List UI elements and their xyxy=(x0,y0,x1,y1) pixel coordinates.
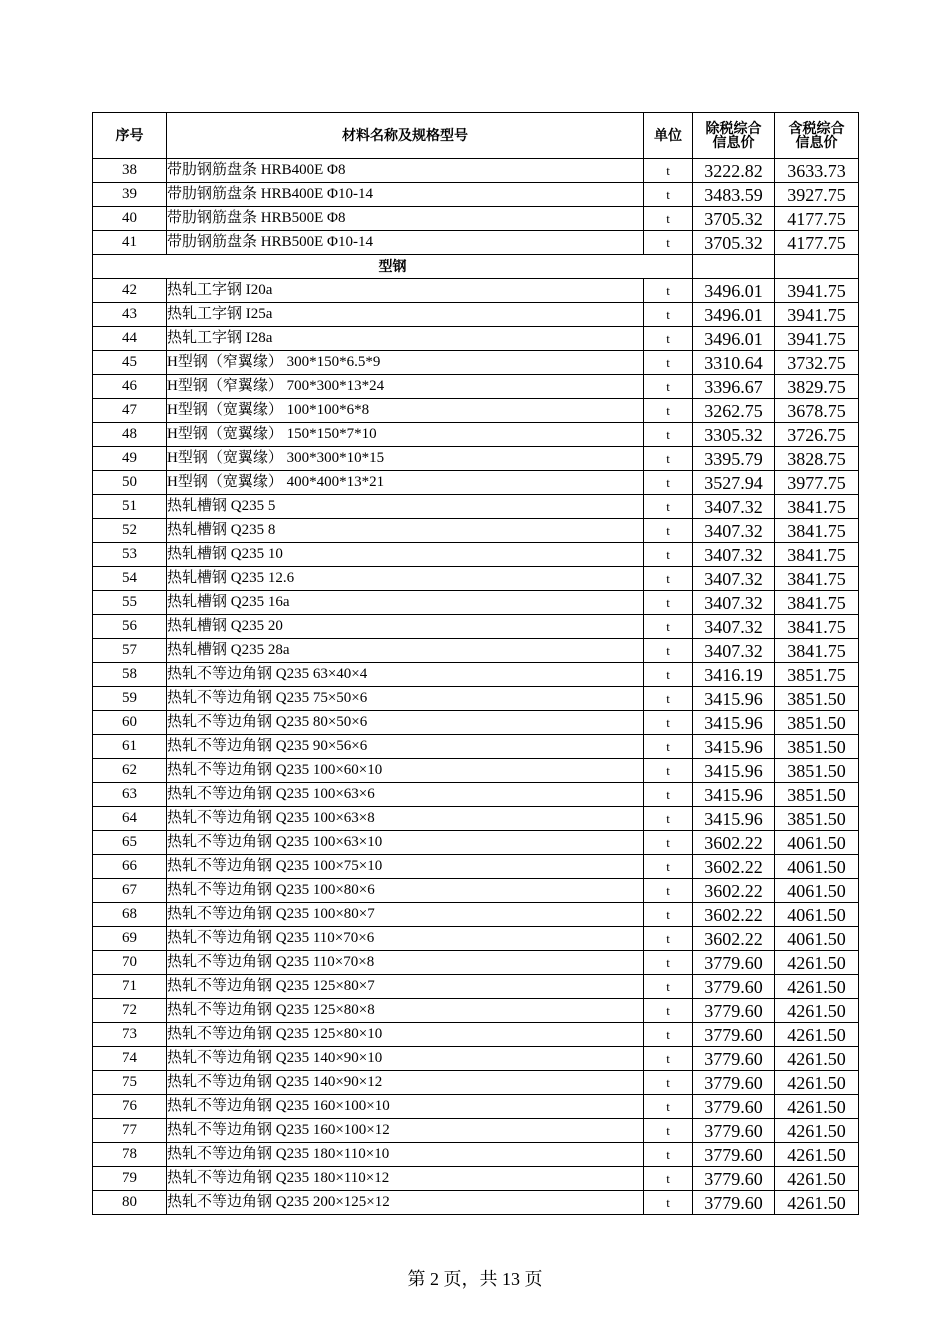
price-ex-tax: 3779.60 xyxy=(693,1095,775,1119)
section-empty-cell xyxy=(693,255,775,279)
material-name: 热轧不等边角钢 Q235 100×63×10 xyxy=(167,831,644,855)
material-name: H型钢（宽翼缘） 300*300*10*15 xyxy=(167,447,644,471)
row-number: 77 xyxy=(93,1119,167,1143)
price-ex-tax: 3779.60 xyxy=(693,1143,775,1167)
row-number: 41 xyxy=(93,231,167,255)
row-number: 64 xyxy=(93,807,167,831)
row-number: 78 xyxy=(93,1143,167,1167)
row-number: 67 xyxy=(93,879,167,903)
table-row xyxy=(93,327,859,351)
material-name: 热轧不等边角钢 Q235 100×80×6 xyxy=(167,879,644,903)
material-name: H型钢（窄翼缘） 700*300*13*24 xyxy=(167,375,644,399)
header-price-inc-tax-line1: 含税综合 xyxy=(788,120,845,137)
row-number: 58 xyxy=(93,663,167,687)
price-ex-tax: 3305.32 xyxy=(693,423,775,447)
section-row-group xyxy=(93,255,859,279)
table-row xyxy=(93,231,859,255)
table-row xyxy=(93,399,859,423)
material-name: 热轧不等边角钢 Q235 180×110×12 xyxy=(167,1167,644,1191)
price-ex-tax: 3407.32 xyxy=(693,495,775,519)
material-name: 热轧不等边角钢 Q235 100×63×8 xyxy=(167,807,644,831)
table-row xyxy=(93,951,859,975)
row-number: 71 xyxy=(93,975,167,999)
material-name: H型钢（宽翼缘） 400*400*13*21 xyxy=(167,471,644,495)
price-inc-tax: 3927.75 xyxy=(775,183,859,207)
price-ex-tax: 3395.79 xyxy=(693,447,775,471)
price-ex-tax: 3415.96 xyxy=(693,711,775,735)
table-row xyxy=(93,903,859,927)
price-ex-tax: 3407.32 xyxy=(693,543,775,567)
unit-cell: t xyxy=(644,519,693,543)
unit-cell: t xyxy=(644,831,693,855)
material-name: 热轧不等边角钢 Q235 125×80×7 xyxy=(167,975,644,999)
table-row xyxy=(93,591,859,615)
price-ex-tax: 3496.01 xyxy=(693,327,775,351)
table-row xyxy=(93,927,859,951)
row-number: 50 xyxy=(93,471,167,495)
table-row xyxy=(93,615,859,639)
table-row xyxy=(93,999,859,1023)
row-number: 75 xyxy=(93,1071,167,1095)
material-name: 热轧槽钢 Q235 5 xyxy=(167,495,644,519)
material-name: 热轧槽钢 Q235 16a xyxy=(167,591,644,615)
price-inc-tax: 4061.50 xyxy=(775,927,859,951)
unit-cell: t xyxy=(644,1047,693,1071)
material-name: 热轧工字钢 I25a xyxy=(167,303,644,327)
material-name: 热轧不等边角钢 Q235 140×90×10 xyxy=(167,1047,644,1071)
price-inc-tax: 4261.50 xyxy=(775,1023,859,1047)
section-empty-cell xyxy=(775,255,859,279)
unit-cell: t xyxy=(644,903,693,927)
unit-cell: t xyxy=(644,591,693,615)
price-inc-tax: 3841.75 xyxy=(775,543,859,567)
material-name: 热轧不等边角钢 Q235 110×70×8 xyxy=(167,951,644,975)
unit-cell: t xyxy=(644,999,693,1023)
price-ex-tax: 3496.01 xyxy=(693,279,775,303)
row-number: 51 xyxy=(93,495,167,519)
price-ex-tax: 3779.60 xyxy=(693,1047,775,1071)
price-ex-tax: 3779.60 xyxy=(693,975,775,999)
table-row xyxy=(93,207,859,231)
price-ex-tax: 3416.19 xyxy=(693,663,775,687)
price-ex-tax: 3602.22 xyxy=(693,831,775,855)
unit-cell: t xyxy=(644,231,693,255)
material-name: 带肋钢筋盘条 HRB400E Φ8 xyxy=(167,159,644,183)
price-ex-tax: 3415.96 xyxy=(693,687,775,711)
row-number: 69 xyxy=(93,927,167,951)
price-ex-tax: 3602.22 xyxy=(693,855,775,879)
price-inc-tax: 4261.50 xyxy=(775,975,859,999)
price-ex-tax: 3415.96 xyxy=(693,783,775,807)
table-row xyxy=(93,1143,859,1167)
price-ex-tax: 3779.60 xyxy=(693,1167,775,1191)
price-ex-tax: 3407.32 xyxy=(693,615,775,639)
row-number: 59 xyxy=(93,687,167,711)
header-unit: 单位 xyxy=(644,113,693,159)
unit-cell: t xyxy=(644,327,693,351)
price-ex-tax: 3415.96 xyxy=(693,735,775,759)
price-inc-tax: 4261.50 xyxy=(775,1095,859,1119)
unit-cell: t xyxy=(644,567,693,591)
unit-cell: t xyxy=(644,807,693,831)
price-inc-tax: 3851.50 xyxy=(775,807,859,831)
price-ex-tax: 3779.60 xyxy=(693,999,775,1023)
row-number: 60 xyxy=(93,711,167,735)
row-number: 66 xyxy=(93,855,167,879)
row-number: 73 xyxy=(93,1023,167,1047)
price-ex-tax: 3705.32 xyxy=(693,231,775,255)
table-body-rebar xyxy=(93,159,859,255)
header-price-ex-tax xyxy=(693,113,775,159)
unit-cell: t xyxy=(644,663,693,687)
material-name: 热轧工字钢 I28a xyxy=(167,327,644,351)
table-row xyxy=(93,1191,859,1215)
table-row xyxy=(93,1167,859,1191)
table-row xyxy=(93,711,859,735)
price-inc-tax: 3841.75 xyxy=(775,615,859,639)
price-inc-tax: 3829.75 xyxy=(775,375,859,399)
material-name: 热轧槽钢 Q235 10 xyxy=(167,543,644,567)
unit-cell: t xyxy=(644,183,693,207)
table-row xyxy=(93,495,859,519)
price-ex-tax: 3407.32 xyxy=(693,519,775,543)
unit-cell: t xyxy=(644,639,693,663)
table-row xyxy=(93,735,859,759)
material-name: H型钢（宽翼缘） 150*150*7*10 xyxy=(167,423,644,447)
unit-cell: t xyxy=(644,1119,693,1143)
material-name: 热轧不等边角钢 Q235 80×50×6 xyxy=(167,711,644,735)
header-price-inc-tax-line2: 信息价 xyxy=(795,134,838,151)
table-row xyxy=(93,1071,859,1095)
page-number-text: 第 2 页，共 13 页 xyxy=(407,1269,543,1289)
page-footer xyxy=(0,1265,950,1291)
unit-cell: t xyxy=(644,759,693,783)
price-ex-tax: 3602.22 xyxy=(693,903,775,927)
material-name: 热轧不等边角钢 Q235 200×125×12 xyxy=(167,1191,644,1215)
material-name: 热轧不等边角钢 Q235 63×40×4 xyxy=(167,663,644,687)
unit-cell: t xyxy=(644,1095,693,1119)
unit-cell: t xyxy=(644,783,693,807)
material-name: 热轧不等边角钢 Q235 75×50×6 xyxy=(167,687,644,711)
header-no: 序号 xyxy=(93,113,167,159)
price-inc-tax: 3941.75 xyxy=(775,327,859,351)
row-number: 49 xyxy=(93,447,167,471)
table-row xyxy=(93,279,859,303)
table-row xyxy=(93,831,859,855)
unit-cell: t xyxy=(644,855,693,879)
price-inc-tax: 3841.75 xyxy=(775,495,859,519)
table-row xyxy=(93,759,859,783)
row-number: 39 xyxy=(93,183,167,207)
material-name: 热轧不等边角钢 Q235 180×110×10 xyxy=(167,1143,644,1167)
unit-cell: t xyxy=(644,159,693,183)
price-inc-tax: 4177.75 xyxy=(775,231,859,255)
row-number: 55 xyxy=(93,591,167,615)
price-inc-tax: 4261.50 xyxy=(775,1119,859,1143)
price-inc-tax: 4261.50 xyxy=(775,1047,859,1071)
price-inc-tax: 3726.75 xyxy=(775,423,859,447)
row-number: 76 xyxy=(93,1095,167,1119)
unit-cell: t xyxy=(644,687,693,711)
price-inc-tax: 4177.75 xyxy=(775,207,859,231)
table-row xyxy=(93,1047,859,1071)
row-number: 53 xyxy=(93,543,167,567)
material-name: H型钢（窄翼缘） 300*150*6.5*9 xyxy=(167,351,644,375)
material-name: 热轧不等边角钢 Q235 100×80×7 xyxy=(167,903,644,927)
price-inc-tax: 4261.50 xyxy=(775,1071,859,1095)
material-name: 热轧不等边角钢 Q235 110×70×6 xyxy=(167,927,644,951)
material-name: 热轧槽钢 Q235 28a xyxy=(167,639,644,663)
unit-cell: t xyxy=(644,1071,693,1095)
table-row xyxy=(93,567,859,591)
unit-cell: t xyxy=(644,375,693,399)
header-price-ex-tax-line1: 除税综合 xyxy=(705,120,762,137)
material-name: 热轧不等边角钢 Q235 160×100×12 xyxy=(167,1119,644,1143)
price-ex-tax: 3779.60 xyxy=(693,1119,775,1143)
price-inc-tax: 3841.75 xyxy=(775,519,859,543)
table-body-section-steel xyxy=(93,279,859,1215)
price-inc-tax: 3678.75 xyxy=(775,399,859,423)
table-row xyxy=(93,687,859,711)
table-row xyxy=(93,471,859,495)
unit-cell: t xyxy=(644,447,693,471)
price-ex-tax: 3415.96 xyxy=(693,759,775,783)
row-number: 57 xyxy=(93,639,167,663)
price-ex-tax: 3262.75 xyxy=(693,399,775,423)
row-number: 52 xyxy=(93,519,167,543)
material-name: 热轧槽钢 Q235 12.6 xyxy=(167,567,644,591)
unit-cell: t xyxy=(644,879,693,903)
unit-cell: t xyxy=(644,303,693,327)
table-row xyxy=(93,303,859,327)
table-row xyxy=(93,423,859,447)
unit-cell: t xyxy=(644,423,693,447)
table-row xyxy=(93,519,859,543)
price-ex-tax: 3496.01 xyxy=(693,303,775,327)
table-row xyxy=(93,1119,859,1143)
row-number: 74 xyxy=(93,1047,167,1071)
section-title: 型钢 xyxy=(93,255,693,279)
table-row xyxy=(93,855,859,879)
unit-cell: t xyxy=(644,615,693,639)
material-name: 热轧不等边角钢 Q235 160×100×10 xyxy=(167,1095,644,1119)
row-number: 61 xyxy=(93,735,167,759)
unit-cell: t xyxy=(644,951,693,975)
table-row xyxy=(93,807,859,831)
material-name: 热轧不等边角钢 Q235 100×60×10 xyxy=(167,759,644,783)
material-name: 带肋钢筋盘条 HRB500E Φ8 xyxy=(167,207,644,231)
table-row xyxy=(93,183,859,207)
row-number: 44 xyxy=(93,327,167,351)
unit-cell: t xyxy=(644,927,693,951)
price-ex-tax: 3415.96 xyxy=(693,807,775,831)
material-name: 热轧不等边角钢 Q235 100×63×6 xyxy=(167,783,644,807)
price-ex-tax: 3779.60 xyxy=(693,1071,775,1095)
header-name: 材料名称及规格型号 xyxy=(167,113,644,159)
price-ex-tax: 3779.60 xyxy=(693,1023,775,1047)
unit-cell: t xyxy=(644,495,693,519)
section-row xyxy=(93,255,859,279)
price-inc-tax: 4061.50 xyxy=(775,855,859,879)
row-number: 47 xyxy=(93,399,167,423)
unit-cell: t xyxy=(644,1191,693,1215)
unit-cell: t xyxy=(644,543,693,567)
table-row xyxy=(93,375,859,399)
material-name: 热轧不等边角钢 Q235 140×90×12 xyxy=(167,1071,644,1095)
price-ex-tax: 3705.32 xyxy=(693,207,775,231)
material-name: 热轧槽钢 Q235 20 xyxy=(167,615,644,639)
price-inc-tax: 4261.50 xyxy=(775,999,859,1023)
price-inc-tax: 3941.75 xyxy=(775,303,859,327)
row-number: 45 xyxy=(93,351,167,375)
unit-cell: t xyxy=(644,279,693,303)
material-name: 热轧不等边角钢 Q235 100×75×10 xyxy=(167,855,644,879)
unit-cell: t xyxy=(644,735,693,759)
material-name: 热轧槽钢 Q235 8 xyxy=(167,519,644,543)
material-name: 热轧工字钢 I20a xyxy=(167,279,644,303)
material-name: H型钢（宽翼缘） 100*100*6*8 xyxy=(167,399,644,423)
unit-cell: t xyxy=(644,711,693,735)
header-row xyxy=(93,113,859,159)
unit-cell: t xyxy=(644,351,693,375)
table-row xyxy=(93,159,859,183)
price-inc-tax: 4061.50 xyxy=(775,879,859,903)
material-name: 热轧不等边角钢 Q235 125×80×10 xyxy=(167,1023,644,1047)
row-number: 46 xyxy=(93,375,167,399)
price-ex-tax: 3602.22 xyxy=(693,927,775,951)
price-ex-tax: 3779.60 xyxy=(693,1191,775,1215)
row-number: 62 xyxy=(93,759,167,783)
price-ex-tax: 3483.59 xyxy=(693,183,775,207)
price-ex-tax: 3407.32 xyxy=(693,567,775,591)
price-ex-tax: 3396.67 xyxy=(693,375,775,399)
price-inc-tax: 3851.50 xyxy=(775,687,859,711)
row-number: 54 xyxy=(93,567,167,591)
price-inc-tax: 3828.75 xyxy=(775,447,859,471)
row-number: 38 xyxy=(93,159,167,183)
price-inc-tax: 4261.50 xyxy=(775,1143,859,1167)
price-inc-tax: 3941.75 xyxy=(775,279,859,303)
price-inc-tax: 3851.50 xyxy=(775,711,859,735)
table-row xyxy=(93,639,859,663)
table-row xyxy=(93,543,859,567)
unit-cell: t xyxy=(644,1023,693,1047)
material-name: 热轧不等边角钢 Q235 125×80×8 xyxy=(167,999,644,1023)
price-inc-tax: 3841.75 xyxy=(775,591,859,615)
price-inc-tax: 3851.75 xyxy=(775,663,859,687)
table-row xyxy=(93,1023,859,1047)
price-inc-tax: 4261.50 xyxy=(775,1191,859,1215)
unit-cell: t xyxy=(644,1167,693,1191)
header-price-inc-tax xyxy=(775,113,859,159)
price-inc-tax: 4061.50 xyxy=(775,831,859,855)
price-table xyxy=(92,112,859,1215)
price-inc-tax: 3841.75 xyxy=(775,567,859,591)
row-number: 72 xyxy=(93,999,167,1023)
price-inc-tax: 4261.50 xyxy=(775,951,859,975)
price-ex-tax: 3527.94 xyxy=(693,471,775,495)
row-number: 79 xyxy=(93,1167,167,1191)
price-inc-tax: 3732.75 xyxy=(775,351,859,375)
price-ex-tax: 3222.82 xyxy=(693,159,775,183)
table-row xyxy=(93,783,859,807)
row-number: 68 xyxy=(93,903,167,927)
material-name: 热轧不等边角钢 Q235 90×56×6 xyxy=(167,735,644,759)
row-number: 80 xyxy=(93,1191,167,1215)
price-inc-tax: 3851.50 xyxy=(775,735,859,759)
price-ex-tax: 3779.60 xyxy=(693,951,775,975)
header-price-ex-tax-line2: 信息价 xyxy=(712,134,755,151)
price-inc-tax: 3841.75 xyxy=(775,639,859,663)
price-ex-tax: 3602.22 xyxy=(693,879,775,903)
row-number: 42 xyxy=(93,279,167,303)
row-number: 40 xyxy=(93,207,167,231)
row-number: 70 xyxy=(93,951,167,975)
table-row xyxy=(93,351,859,375)
row-number: 63 xyxy=(93,783,167,807)
row-number: 43 xyxy=(93,303,167,327)
price-ex-tax: 3310.64 xyxy=(693,351,775,375)
material-name: 带肋钢筋盘条 HRB400E Φ10-14 xyxy=(167,183,644,207)
price-inc-tax: 3977.75 xyxy=(775,471,859,495)
row-number: 56 xyxy=(93,615,167,639)
material-name: 带肋钢筋盘条 HRB500E Φ10-14 xyxy=(167,231,644,255)
unit-cell: t xyxy=(644,399,693,423)
unit-cell: t xyxy=(644,975,693,999)
price-inc-tax: 4261.50 xyxy=(775,1167,859,1191)
table-row xyxy=(93,1095,859,1119)
price-ex-tax: 3407.32 xyxy=(693,639,775,663)
table-row xyxy=(93,663,859,687)
price-ex-tax: 3407.32 xyxy=(693,591,775,615)
unit-cell: t xyxy=(644,207,693,231)
price-inc-tax: 4061.50 xyxy=(775,903,859,927)
table-row xyxy=(93,975,859,999)
table-row xyxy=(93,879,859,903)
row-number: 48 xyxy=(93,423,167,447)
price-inc-tax: 3633.73 xyxy=(775,159,859,183)
price-inc-tax: 3851.50 xyxy=(775,783,859,807)
unit-cell: t xyxy=(644,471,693,495)
row-number: 65 xyxy=(93,831,167,855)
table-row xyxy=(93,447,859,471)
price-inc-tax: 3851.50 xyxy=(775,759,859,783)
unit-cell: t xyxy=(644,1143,693,1167)
